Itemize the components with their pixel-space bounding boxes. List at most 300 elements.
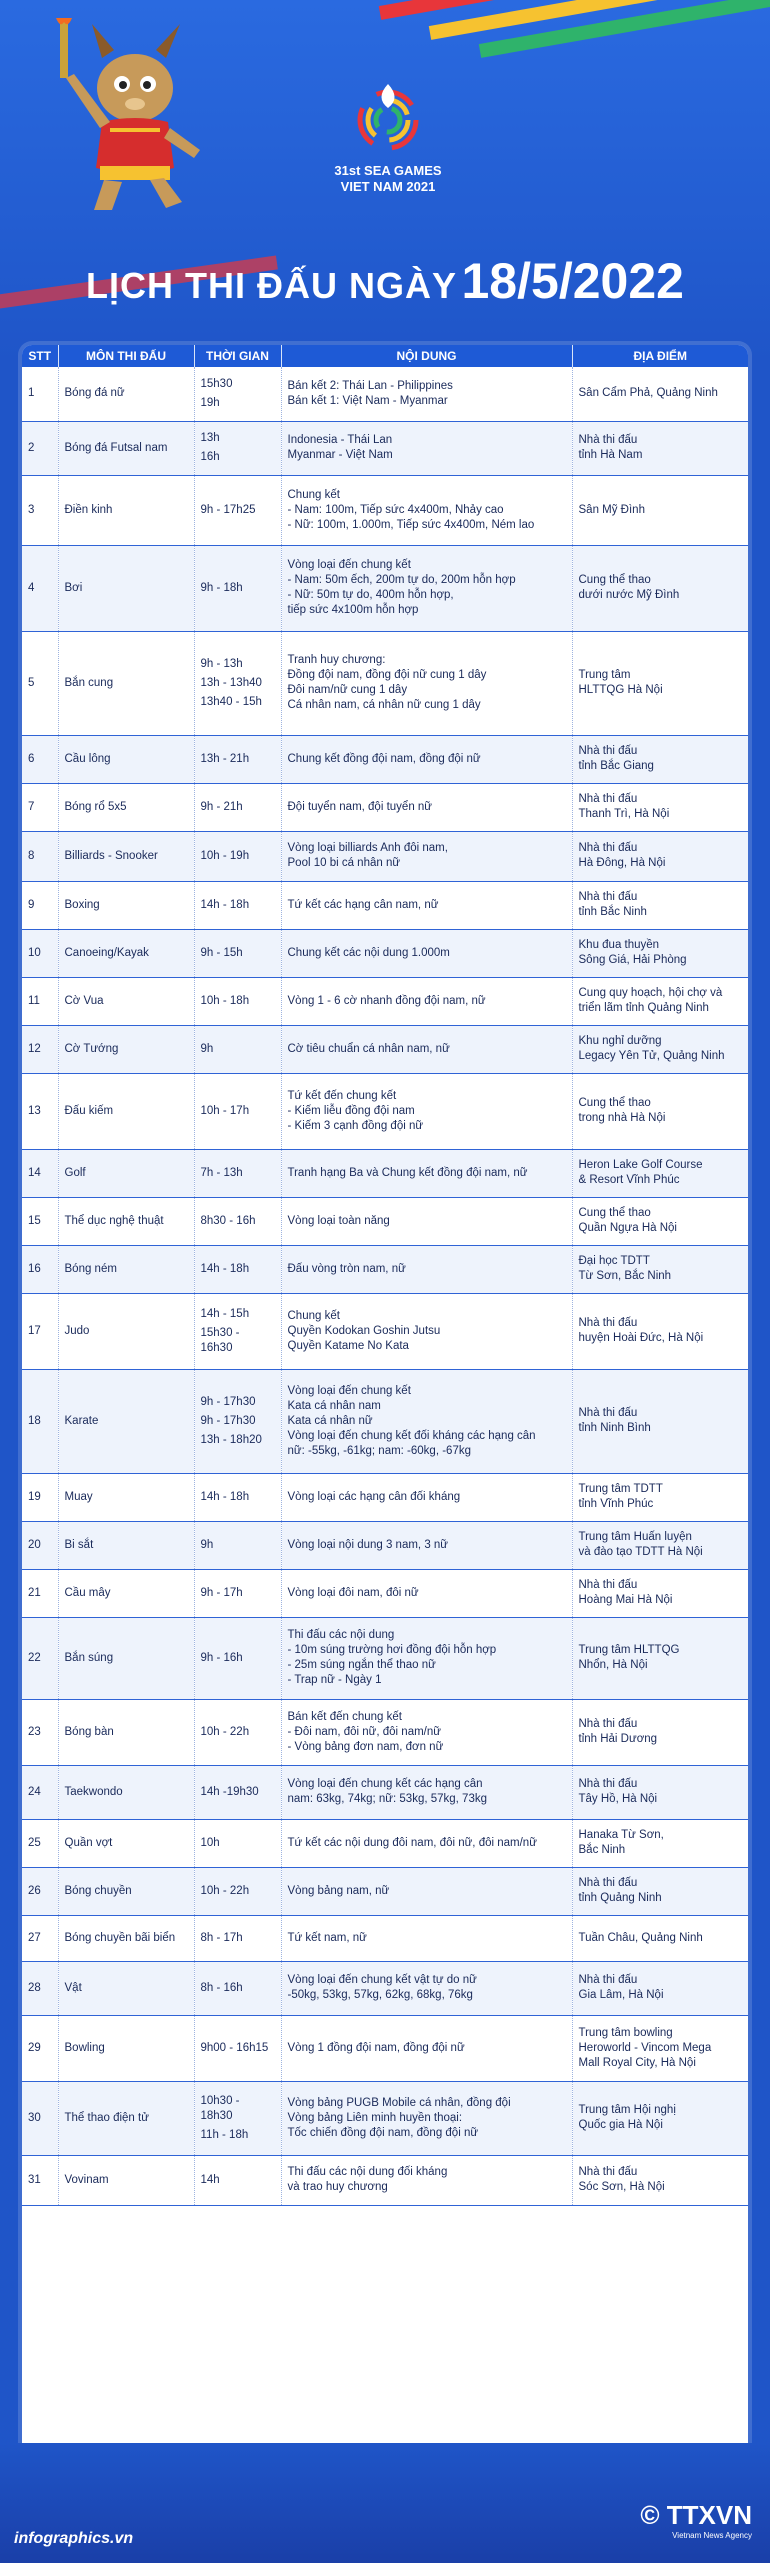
cell-content-line: Vòng loại nội dung 3 nam, 3 nữ bbox=[287, 1538, 449, 1551]
cell-venue-line: Nhổn, Hà Nội bbox=[578, 1659, 648, 1671]
cell-sport: Cờ Vua bbox=[58, 977, 194, 1025]
table-row bbox=[22, 1569, 748, 1617]
cell-sport: Karate bbox=[58, 1369, 194, 1473]
cell-venue-line: Thanh Trì, Hà Nội bbox=[578, 808, 670, 820]
cell-venue-line: trong nhà Hà Nội bbox=[578, 1112, 666, 1124]
cell-sport: Thể dục nghệ thuật bbox=[58, 1197, 194, 1245]
cell-venue-line: Nhà thi đấu bbox=[578, 1877, 638, 1889]
cell-time-line: 9h - 17h30 bbox=[200, 1414, 256, 1427]
cell-time bbox=[194, 1369, 281, 1473]
cell-content bbox=[281, 475, 572, 545]
cell-time bbox=[194, 1149, 281, 1197]
cell-time bbox=[194, 1293, 281, 1369]
cell-time-line: 10h - 22h bbox=[200, 1725, 250, 1738]
table-row bbox=[22, 1521, 748, 1569]
cell-sport: Golf bbox=[58, 1149, 194, 1197]
cell-venue bbox=[572, 475, 748, 545]
cell-venue-line: Trung tâm Hội nghị bbox=[578, 2104, 676, 2116]
cell-venue bbox=[572, 1617, 748, 1699]
cell-stt: 3 bbox=[22, 475, 58, 545]
cell-time-line: 16h bbox=[200, 451, 220, 463]
cell-time bbox=[194, 1473, 281, 1521]
cell-time bbox=[194, 831, 281, 881]
cell-stt: 28 bbox=[22, 1961, 58, 2015]
cell-stt: 2 bbox=[22, 421, 58, 475]
cell-venue bbox=[572, 831, 748, 881]
cell-stt: 11 bbox=[22, 977, 58, 1025]
cell-venue-line: Bắc Ninh bbox=[578, 1844, 626, 1856]
cell-content bbox=[281, 1569, 572, 1617]
cell-time bbox=[194, 1867, 281, 1915]
cell-venue-line: Heron Lake Golf Course bbox=[578, 1159, 703, 1171]
cell-time bbox=[194, 545, 281, 631]
cell-sport: Thể thao điện tử bbox=[58, 2081, 194, 2155]
cell-content-line: Indonesia - Thái Lan bbox=[287, 434, 393, 446]
cell-time-line: 8h30 - 16h bbox=[200, 1214, 256, 1227]
cell-content-line: Đấu vòng tròn nam, nữ bbox=[287, 1262, 406, 1275]
sea-games-emblem-icon bbox=[353, 78, 423, 158]
cell-content-line: Vòng loại đến chung kết các hạng cân bbox=[287, 1778, 483, 1790]
cell-venue-line: huyện Hoài Đức, Hà Nội bbox=[578, 1332, 704, 1344]
cell-time-line: 13h bbox=[200, 432, 220, 444]
cell-venue-line: Quần Ngựa Hà Nội bbox=[578, 1222, 677, 1234]
cell-content-line: Tứ kết đến chung kết bbox=[287, 1089, 397, 1102]
cell-time bbox=[194, 1617, 281, 1699]
cell-content-line: - Đôi nam, đôi nữ, đôi nam/nữ bbox=[287, 1725, 441, 1738]
cell-content bbox=[281, 1197, 572, 1245]
cell-venue bbox=[572, 1473, 748, 1521]
cell-sport: Taekwondo bbox=[58, 1765, 194, 1819]
cell-stt: 27 bbox=[22, 1915, 58, 1961]
cell-stt: 24 bbox=[22, 1765, 58, 1819]
cell-content-line: Vòng loại đôi nam, đôi nữ bbox=[287, 1586, 419, 1599]
table-row bbox=[22, 545, 748, 631]
cell-time-line: 9h - 17h bbox=[200, 1586, 243, 1599]
cell-venue bbox=[572, 1521, 748, 1569]
cell-time bbox=[194, 1569, 281, 1617]
cell-stt: 9 bbox=[22, 881, 58, 929]
cell-time-line: 9h00 - 16h15 bbox=[200, 2041, 269, 2054]
cell-time-line: 19h bbox=[200, 396, 220, 409]
cell-stt: 30 bbox=[22, 2081, 58, 2155]
cell-stt: 1 bbox=[22, 367, 58, 421]
cell-venue-line: Khu đua thuyền bbox=[578, 939, 660, 951]
cell-content bbox=[281, 2015, 572, 2081]
cell-time-line: 14h bbox=[200, 2173, 220, 2186]
cell-content-line: Cá nhân nam, cá nhân nữ cung 1 dây bbox=[287, 699, 481, 711]
cell-venue bbox=[572, 367, 748, 421]
cell-time-line: 9h bbox=[200, 1538, 214, 1551]
cell-venue-line: Sân Cẩm Phả, Quảng Ninh bbox=[578, 387, 718, 400]
cell-content-line: - Nam: 50m ếch, 200m tự do, 200m hỗn hợp bbox=[287, 574, 516, 586]
cell-content-line: Thi đấu các nội dung đối kháng bbox=[287, 2166, 448, 2178]
cell-time bbox=[194, 1073, 281, 1149]
cell-time-line: 10h - 19h bbox=[200, 849, 250, 862]
cell-content-line: Tranh huy chương: bbox=[287, 654, 386, 666]
cell-time bbox=[194, 2015, 281, 2081]
cell-venue-line: Từ Sơn, Bắc Ninh bbox=[578, 1270, 672, 1282]
cell-content bbox=[281, 1149, 572, 1197]
cell-content bbox=[281, 1473, 572, 1521]
cell-stt: 6 bbox=[22, 735, 58, 783]
cell-sport: Billiards - Snooker bbox=[58, 831, 194, 881]
cell-stt: 5 bbox=[22, 631, 58, 735]
cell-venue bbox=[572, 2015, 748, 2081]
table-row bbox=[22, 631, 748, 735]
table-row bbox=[22, 1473, 748, 1521]
cell-content-line: Bán kết đến chung kết bbox=[287, 1710, 402, 1723]
table-row bbox=[22, 2081, 748, 2155]
cell-content-line: Quyền Kodokan Goshin Jutsu bbox=[287, 1324, 441, 1337]
cell-content bbox=[281, 1617, 572, 1699]
cell-content-line: Tốc chiến đồng đội nam, đồng đội nữ bbox=[287, 2126, 479, 2139]
footer-site: infographics.vn bbox=[14, 2530, 134, 2547]
cell-sport: Bắn cung bbox=[58, 631, 194, 735]
cell-stt: 23 bbox=[22, 1699, 58, 1765]
title-date: 18/5/2022 bbox=[461, 253, 684, 309]
column-header-stt: STT bbox=[22, 345, 58, 367]
cell-content bbox=[281, 831, 572, 881]
cell-sport: Judo bbox=[58, 1293, 194, 1369]
cell-content-line: Chung kết bbox=[287, 1309, 340, 1322]
cell-venue-line: & Resort Vĩnh Phúc bbox=[578, 1174, 680, 1186]
cell-time bbox=[194, 1025, 281, 1073]
table-row bbox=[22, 2155, 748, 2205]
cell-venue-line: Nhà thi đấu bbox=[578, 1407, 638, 1419]
cell-venue-line: Sân Mỹ Đình bbox=[578, 503, 645, 516]
cell-venue-line: tỉnh Quảng Ninh bbox=[578, 1892, 662, 1904]
cell-content-line: Cờ tiêu chuẩn cá nhân nam, nữ bbox=[287, 1042, 450, 1055]
cell-content bbox=[281, 1699, 572, 1765]
cell-venue-line: Gia Lâm, Hà Nội bbox=[578, 1989, 664, 2001]
cell-time bbox=[194, 2081, 281, 2155]
cell-content bbox=[281, 1961, 572, 2015]
table-row bbox=[22, 1073, 748, 1149]
cell-time-line: 13h - 13h40 bbox=[200, 676, 262, 689]
cell-content-line: Vòng loại đến chung kết vật tự do nữ bbox=[287, 1974, 477, 1986]
cell-time bbox=[194, 1245, 281, 1293]
cell-content-line: Vòng loại billiards Anh đôi nam, bbox=[287, 842, 448, 854]
cell-venue-line: Nhà thi đấu bbox=[578, 1718, 638, 1730]
copyright-mark: © bbox=[640, 2500, 660, 2530]
cell-content bbox=[281, 1025, 572, 1073]
cell-sport: Bi sắt bbox=[58, 1521, 194, 1569]
cell-content-line: - Nữ: 100m, 1.000m, Tiếp sức 4x400m, Ném lao bbox=[287, 518, 535, 531]
cell-venue-line: Trung tâm bbox=[578, 669, 631, 681]
table-row bbox=[22, 1915, 748, 1961]
cell-content-line: Chung kết bbox=[287, 488, 340, 501]
cell-content-line: và trao huy chương bbox=[287, 2181, 388, 2193]
cell-venue bbox=[572, 977, 748, 1025]
cell-sport: Muay bbox=[58, 1473, 194, 1521]
cell-time-line: 10h - 17h bbox=[200, 1104, 250, 1117]
cell-content-line: Vòng loại đến chung kết đối kháng các hạng cân bbox=[287, 1429, 536, 1442]
cell-content-line: Kata cá nhân nam bbox=[287, 1399, 381, 1412]
cell-time-line: 9h - 17h25 bbox=[200, 503, 256, 516]
cell-time bbox=[194, 1765, 281, 1819]
cell-sport: Bắn súng bbox=[58, 1617, 194, 1699]
table-row bbox=[22, 1765, 748, 1819]
cell-content bbox=[281, 631, 572, 735]
cell-time bbox=[194, 783, 281, 831]
cell-time-line: 10h - 22h bbox=[200, 1884, 250, 1897]
cell-stt: 29 bbox=[22, 2015, 58, 2081]
table-row bbox=[22, 421, 748, 475]
cell-stt: 4 bbox=[22, 545, 58, 631]
cell-sport: Bóng ném bbox=[58, 1245, 194, 1293]
cell-content-line: - Trap nữ - Ngày 1 bbox=[287, 1674, 382, 1686]
cell-time bbox=[194, 1819, 281, 1867]
cell-content bbox=[281, 735, 572, 783]
cell-time bbox=[194, 1961, 281, 2015]
cell-content-line: Thi đấu các nội dung bbox=[287, 1629, 395, 1641]
cell-content-line: tiếp sức 4x100m hỗn hợp bbox=[287, 604, 419, 616]
cell-venue bbox=[572, 783, 748, 831]
cell-time bbox=[194, 421, 281, 475]
cell-time bbox=[194, 1197, 281, 1245]
cell-time bbox=[194, 1915, 281, 1961]
cell-time-line: 13h - 21h bbox=[200, 752, 250, 765]
table-row bbox=[22, 1369, 748, 1473]
cell-venue bbox=[572, 1369, 748, 1473]
table-row bbox=[22, 2015, 748, 2081]
page-title bbox=[0, 252, 770, 310]
cell-venue-line: Mall Royal City, Hà Nội bbox=[578, 2056, 696, 2069]
cell-time-line: 14h -19h30 bbox=[200, 1785, 259, 1798]
cell-content bbox=[281, 783, 572, 831]
cell-venue-line: tỉnh Bắc Ninh bbox=[578, 906, 647, 918]
cell-sport: Boxing bbox=[58, 881, 194, 929]
cell-content-line: - Kiếm 3 cạnh đồng đội nữ bbox=[287, 1119, 424, 1132]
cell-sport: Cờ Tướng bbox=[58, 1025, 194, 1073]
cell-time-line: 15h30 bbox=[200, 377, 233, 390]
cell-sport: Vật bbox=[58, 1961, 194, 2015]
cell-content-line: Chung kết đồng đội nam, đồng đội nữ bbox=[287, 752, 481, 765]
cell-venue-line: Heroworld - Vincom Mega bbox=[578, 2041, 712, 2054]
cell-content-line: Vòng bảng PUGB Mobile cá nhân, đồng đội bbox=[287, 2096, 511, 2109]
cell-content-line: Tứ kết các nội dung đôi nam, đôi nữ, đôi nam/nữ bbox=[287, 1836, 537, 1849]
cell-content-line: Vòng bảng nam, nữ bbox=[287, 1884, 390, 1897]
cell-time-line: 14h - 18h bbox=[200, 1490, 250, 1503]
cell-venue-line: Nhà thi đấu bbox=[578, 745, 638, 757]
cell-content-line: Vòng loại toàn năng bbox=[287, 1214, 390, 1227]
cell-sport: Bóng đá nữ bbox=[58, 367, 194, 421]
cell-venue-line: Cung quy hoạch, hội chợ và bbox=[578, 987, 723, 999]
cell-time-line: 13h40 - 15h bbox=[200, 695, 262, 708]
cell-content-line: Kata cá nhân nữ bbox=[287, 1414, 373, 1427]
title-label: LỊCH THI ĐẤU NGÀY bbox=[86, 265, 458, 306]
table-row bbox=[22, 929, 748, 977]
cell-time-line: 9h - 18h bbox=[200, 581, 243, 594]
cell-venue bbox=[572, 735, 748, 783]
cell-stt: 18 bbox=[22, 1369, 58, 1473]
cell-content-line: Vòng bảng Liên minh huyền thoại: bbox=[287, 2111, 463, 2124]
cell-content-line: - Nữ: 50m tự do, 400m hỗn hợp, bbox=[287, 589, 454, 601]
table-row bbox=[22, 1149, 748, 1197]
cell-venue bbox=[572, 1293, 748, 1369]
cell-stt: 13 bbox=[22, 1073, 58, 1149]
cell-content bbox=[281, 2155, 572, 2205]
column-header-content: NỘI DUNG bbox=[281, 345, 572, 367]
cell-venue-line: Nhà thi đấu bbox=[578, 842, 638, 854]
cell-content-line: Myanmar - Việt Nam bbox=[287, 449, 393, 461]
cell-content-line: Bán kết 1: Việt Nam - Myanmar bbox=[287, 394, 448, 407]
column-header-venue: ĐỊA ĐIỂM bbox=[572, 345, 748, 367]
cell-content-line: Vòng loại đến chung kết bbox=[287, 559, 411, 571]
cell-venue-line: tỉnh Vĩnh Phúc bbox=[578, 1498, 654, 1510]
cell-stt: 10 bbox=[22, 929, 58, 977]
cell-content-line: - Kiếm liễu đồng đội nam bbox=[287, 1104, 415, 1117]
cell-time-line: 10h bbox=[200, 1836, 220, 1849]
cell-time-line: 9h - 13h bbox=[200, 657, 243, 670]
cell-venue bbox=[572, 881, 748, 929]
column-header-time: THỜI GIAN bbox=[194, 345, 281, 367]
cell-time-line: 14h - 18h bbox=[200, 1262, 250, 1275]
cell-venue bbox=[572, 1245, 748, 1293]
cell-content bbox=[281, 1369, 572, 1473]
cell-content-line: Đồng đội nam, đồng đội nữ cung 1 dây bbox=[287, 669, 487, 681]
cell-content bbox=[281, 977, 572, 1025]
cell-stt: 12 bbox=[22, 1025, 58, 1073]
cell-content-line: -50kg, 53kg, 57kg, 62kg, 68kg, 76kg bbox=[287, 1989, 473, 2001]
cell-time bbox=[194, 881, 281, 929]
cell-content bbox=[281, 1819, 572, 1867]
cell-time-line: 10h - 18h bbox=[200, 994, 250, 1007]
cell-time-line: 14h - 18h bbox=[200, 898, 250, 911]
cell-venue-line: Nhà thi đấu bbox=[578, 1974, 638, 1986]
cell-sport: Bóng chuyền bbox=[58, 1867, 194, 1915]
table-row bbox=[22, 1293, 748, 1369]
cell-venue bbox=[572, 1149, 748, 1197]
table-row bbox=[22, 831, 748, 881]
cell-sport: Bơi bbox=[58, 545, 194, 631]
cell-venue-line: Nhà thi đấu bbox=[578, 1579, 638, 1591]
cell-sport: Bóng rổ 5x5 bbox=[58, 783, 194, 831]
cell-time bbox=[194, 631, 281, 735]
column-header-sport: MÔN THI ĐẤU bbox=[58, 345, 194, 367]
cell-stt: 25 bbox=[22, 1819, 58, 1867]
cell-venue-line: Legacy Yên Tử, Quảng Ninh bbox=[578, 1050, 725, 1062]
cell-venue-line: Nhà thi đấu bbox=[578, 2166, 638, 2178]
cell-venue bbox=[572, 1867, 748, 1915]
cell-content bbox=[281, 1521, 572, 1569]
cell-content bbox=[281, 881, 572, 929]
cell-venue bbox=[572, 1073, 748, 1149]
logo-line-2: VIET NAM 2021 bbox=[340, 179, 436, 194]
cell-content-line: Tranh hạng Ba và Chung kết đồng đội nam, nữ bbox=[287, 1166, 528, 1179]
cell-sport: Bowling bbox=[58, 2015, 194, 2081]
cell-content-line: nam: 63kg, 74kg; nữ: 53kg, 57kg, 73kg bbox=[287, 1793, 487, 1805]
sea-games-logo bbox=[318, 78, 458, 228]
cell-content-line: - Vòng bảng đơn nam, đơn nữ bbox=[287, 1740, 444, 1753]
cell-content-line: Chung kết các nội dung 1.000m bbox=[287, 946, 450, 959]
cell-content bbox=[281, 1915, 572, 1961]
cell-time-line: 10h30 - 18h30 bbox=[200, 2094, 240, 2122]
cell-content bbox=[281, 421, 572, 475]
table-row bbox=[22, 1025, 748, 1073]
table-row bbox=[22, 475, 748, 545]
cell-time-line: 14h - 15h bbox=[200, 1307, 250, 1320]
cell-time-line: 11h - 18h bbox=[200, 2128, 249, 2141]
cell-time-line: 13h - 18h20 bbox=[200, 1433, 262, 1446]
cell-venue-line: và đào tạo TDTT Hà Nội bbox=[578, 1546, 703, 1558]
table-row bbox=[22, 367, 748, 421]
cell-venue-line: Sông Giá, Hải Phòng bbox=[578, 954, 687, 966]
cell-time-line: 9h - 21h bbox=[200, 800, 243, 813]
cell-time-line: 7h - 13h bbox=[200, 1166, 243, 1179]
cell-time-line: 15h30 - 16h30 bbox=[200, 1326, 240, 1354]
table-row bbox=[22, 783, 748, 831]
cell-venue bbox=[572, 1569, 748, 1617]
cell-venue-line: Cung thể thao bbox=[578, 574, 651, 586]
cell-venue-line: Hanaka Từ Sơn, bbox=[578, 1829, 664, 1841]
cell-venue-line: Trung tâm TDTT bbox=[578, 1483, 663, 1495]
cell-time-line: 9h - 16h bbox=[200, 1651, 243, 1664]
table-row bbox=[22, 1961, 748, 2015]
cell-content-line: Vòng loại đến chung kết bbox=[287, 1384, 411, 1397]
cell-stt: 7 bbox=[22, 783, 58, 831]
cell-venue-line: tỉnh Ninh Bình bbox=[578, 1422, 651, 1434]
cell-time bbox=[194, 2155, 281, 2205]
cell-time bbox=[194, 367, 281, 421]
cell-time bbox=[194, 1699, 281, 1765]
cell-stt: 26 bbox=[22, 1867, 58, 1915]
cell-venue-line: Khu nghỉ dưỡng bbox=[578, 1035, 662, 1047]
cell-content-line: Vòng 1 - 6 cờ nhanh đồng đội nam, nữ bbox=[287, 994, 486, 1007]
table-row bbox=[22, 1245, 748, 1293]
cell-sport: Bóng bàn bbox=[58, 1699, 194, 1765]
cell-content-line: Đội tuyển nam, đội tuyển nữ bbox=[287, 800, 433, 813]
cell-venue-line: HLTTQG Hà Nội bbox=[578, 684, 663, 696]
cell-content-line: Đôi nam/nữ cung 1 dây bbox=[287, 684, 408, 696]
cell-content bbox=[281, 1073, 572, 1149]
cell-stt: 21 bbox=[22, 1569, 58, 1617]
cell-stt: 15 bbox=[22, 1197, 58, 1245]
cell-venue-line: Sóc Sơn, Hà Nội bbox=[578, 2181, 665, 2193]
cell-venue-line: Nhà thi đấu bbox=[578, 891, 638, 903]
cell-venue-line: dưới nước Mỹ Đình bbox=[578, 589, 680, 601]
cell-content bbox=[281, 367, 572, 421]
cell-time-line: 9h bbox=[200, 1042, 214, 1055]
cell-venue-line: tỉnh Hà Nam bbox=[578, 449, 643, 461]
cell-venue-line: Cung thể thao bbox=[578, 1207, 651, 1219]
cell-venue-line: Nhà thi đấu bbox=[578, 434, 638, 446]
cell-venue bbox=[572, 421, 748, 475]
table-header-row bbox=[22, 345, 748, 367]
schedule-table bbox=[22, 345, 748, 2206]
cell-sport: Bóng chuyền bãi biển bbox=[58, 1915, 194, 1961]
cell-sport: Bóng đá Futsal nam bbox=[58, 421, 194, 475]
agency-subtitle: Vietnam News Agency bbox=[672, 2531, 752, 2540]
cell-content bbox=[281, 2081, 572, 2155]
cell-time bbox=[194, 1521, 281, 1569]
cell-venue-line: Quốc gia Hà Nội bbox=[578, 2119, 663, 2131]
table-row bbox=[22, 1699, 748, 1765]
cell-content-line: Vòng loại các hạng cân đối kháng bbox=[287, 1490, 461, 1503]
table-row bbox=[22, 1819, 748, 1867]
cell-sport: Cầu lông bbox=[58, 735, 194, 783]
cell-stt: 20 bbox=[22, 1521, 58, 1569]
cell-stt: 8 bbox=[22, 831, 58, 881]
cell-venue bbox=[572, 1915, 748, 1961]
cell-content-line: Pool 10 bi cá nhân nữ bbox=[287, 857, 401, 869]
cell-content-line: - 10m súng trường hơi đồng đội hỗn hợp bbox=[287, 1644, 497, 1656]
cell-venue bbox=[572, 545, 748, 631]
cell-content bbox=[281, 1765, 572, 1819]
cell-stt: 14 bbox=[22, 1149, 58, 1197]
cell-time-line: 8h - 16h bbox=[200, 1981, 243, 1994]
cell-sport: Điền kinh bbox=[58, 475, 194, 545]
